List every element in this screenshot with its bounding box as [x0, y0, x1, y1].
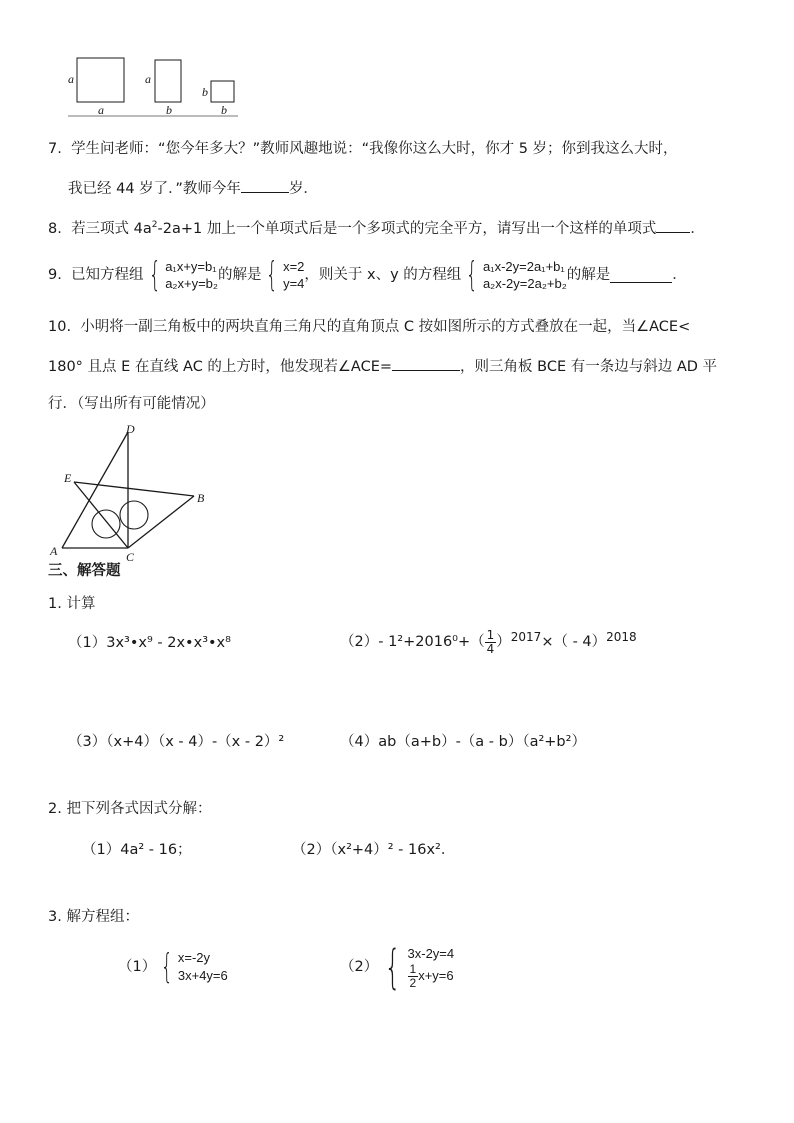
label-mid-side: a [145, 72, 151, 86]
q9-text-2: 的解是 [217, 267, 262, 283]
p3-b-row1: 3x-2y=4 [407, 945, 455, 961]
label-A: A [50, 544, 58, 558]
p3-b-numerator: 1 [409, 961, 417, 976]
label-big-side: a [68, 72, 74, 86]
q9-system-2 [483, 258, 567, 292]
label-small-bottom: b [221, 103, 227, 117]
q9-text-3: ，则关于 x、y 的方程组 [304, 267, 462, 283]
q9-brace-2: { [266, 255, 279, 295]
q9-sol-row2: y=4 [283, 276, 305, 291]
p2-a-label: （1） [82, 842, 121, 858]
p3-b-denominator: 2 [409, 975, 417, 990]
q8-text-a: 若三项式 4a [71, 221, 152, 237]
label-B: B [197, 491, 205, 505]
label-small-side: b [202, 85, 208, 99]
rect-a-b [155, 60, 181, 102]
p3-a [118, 946, 228, 988]
p1-b-times: ×（ - 4） [541, 634, 607, 650]
q8-exp: 2 [151, 220, 158, 231]
q8-end: ． [690, 221, 705, 237]
q9-text-1: 已知方程组 [71, 267, 144, 283]
p3-a-system [178, 949, 228, 985]
q9-solution [283, 258, 304, 292]
p3-b-label: （2） [340, 959, 379, 975]
q9-system-1 [165, 258, 218, 292]
square-b [211, 81, 234, 102]
label-mid-bottom: b [166, 103, 172, 117]
p3-b-row2 [408, 963, 455, 990]
p3-a-label: （1） [118, 959, 157, 975]
q10-text-line3: 行．（写出所有可能情况） [48, 396, 215, 412]
p2-b-expr: （x²+4）² - 16x²． [330, 842, 456, 858]
q9-sys2-row1: a₁x-2y=2a₁+b₁ [482, 259, 565, 274]
q10-text-line2a: 180° 且点 E 在直线 AC 的上方时，他发现若∠ACE= [48, 359, 393, 375]
p2-b [292, 841, 455, 859]
p1-a-expr: 3x³•x⁹ - 2x•x³•x⁸ [106, 635, 231, 651]
q7-number: 7. [48, 141, 62, 157]
q9-sol-row1: x=2 [283, 259, 305, 274]
p1-b-denominator: 4 [486, 641, 495, 656]
q9-text-4: 的解是 [566, 267, 611, 283]
triangle-figure [44, 420, 216, 565]
label-E: E [64, 471, 72, 485]
p1-b-exp1: 2017 [510, 630, 542, 644]
p1-b-label: （2） [340, 634, 379, 650]
p3-a-brace: { [161, 947, 174, 987]
rectangles-figure [60, 52, 250, 118]
q10-line2 [48, 356, 717, 376]
p1-d [340, 733, 586, 751]
angle-arc-2 [120, 501, 148, 529]
label-D: D [126, 422, 135, 436]
p3-b-fraction [408, 963, 419, 990]
q7-text-after: 岁． [288, 181, 318, 197]
p3-title: 3. 解方程组： [48, 909, 139, 925]
p3-a-row2: 3x+4y=6 [177, 968, 228, 983]
q9-sys1-row2: a₂x+y=b₂ [165, 276, 218, 291]
p1-c [68, 733, 284, 751]
p1-a [68, 634, 231, 652]
q9-answer-blank[interactable] [610, 268, 672, 283]
p3-b-brace: { [384, 940, 401, 994]
q9-brace-1: { [148, 255, 161, 295]
p3-b-system [408, 945, 455, 990]
p1-title: 1. 计算 [48, 596, 96, 612]
q7-answer-blank[interactable] [241, 178, 289, 193]
p1-b-exp2: 2018 [606, 630, 637, 644]
q9-number: 9. [48, 267, 62, 283]
p1-b [340, 626, 637, 658]
q10-line3 [48, 395, 215, 413]
p1-b-mid: ） [496, 634, 511, 650]
segment-CB [128, 496, 194, 548]
p1-b-fraction [485, 629, 497, 656]
q8 [48, 218, 705, 238]
p1-d-label: （4） [340, 734, 379, 750]
q7-text-line1: 学生问老师：“您今年多大？”教师风趣地说：“我像你这么大时，你才 5 岁；你到我这么大时， [71, 141, 678, 157]
p2-a [82, 841, 192, 859]
q10-text-line1: 小明将一副三角板中的两块直角三角尺的直角顶点 C 按如图所示的方式叠放在一起，当∠ACE< [80, 319, 691, 335]
p3-b-row2-rest: x+y=6 [418, 968, 454, 983]
q9-sys2-row2: a₂x-2y=2a₂+b₂ [482, 276, 567, 291]
label-C: C [126, 550, 135, 564]
q9 [48, 252, 687, 298]
q7-text-line2: 我已经 44 岁了．”教师今年 [68, 181, 241, 197]
q7-line2 [68, 178, 318, 198]
q7-line1 [48, 140, 678, 158]
p1-c-expr: （x+4）（x - 4）-（x - 2）² [106, 734, 285, 750]
p3-b [340, 938, 454, 996]
section-3-title: 三、解答题 [48, 563, 121, 579]
p1-a-label: （1） [68, 635, 107, 651]
q10-answer-blank[interactable] [392, 356, 460, 371]
q10-number: 10. [48, 319, 72, 335]
q8-answer-blank[interactable] [656, 218, 690, 233]
q8-number: 8. [48, 221, 62, 237]
p1-c-label: （3） [68, 734, 107, 750]
segment-EB [74, 482, 194, 496]
p2-title: 2. 把下列各式因式分解： [48, 801, 212, 817]
p1-b-pre: - 1²+2016⁰+（ [378, 634, 485, 650]
q9-end: ． [672, 267, 687, 283]
q10-text-line2b: ，则三角板 BCE 有一条边与斜边 AD 平 [460, 359, 718, 375]
q8-text-b: -2a+1 加上一个单项式后是一个多项式的完全平方，请写出一个这样的单项式 [157, 221, 657, 237]
angle-arc-1 [92, 510, 120, 538]
p2-b-label: （2） [292, 842, 331, 858]
label-big-bottom: a [98, 103, 104, 117]
p1-b-numerator: 1 [486, 627, 495, 642]
q9-brace-3: { [466, 255, 479, 295]
p1-d-expr: ab（a+b）-（a - b）（a²+b²） [378, 734, 586, 750]
p3-a-row1: x=-2y [177, 950, 211, 965]
p2-a-expr: 4a² - 16； [120, 842, 192, 858]
q9-sys1-row1: a₁x+y=b₁ [165, 259, 217, 274]
q10-line1 [48, 318, 690, 336]
square-a [77, 58, 124, 102]
